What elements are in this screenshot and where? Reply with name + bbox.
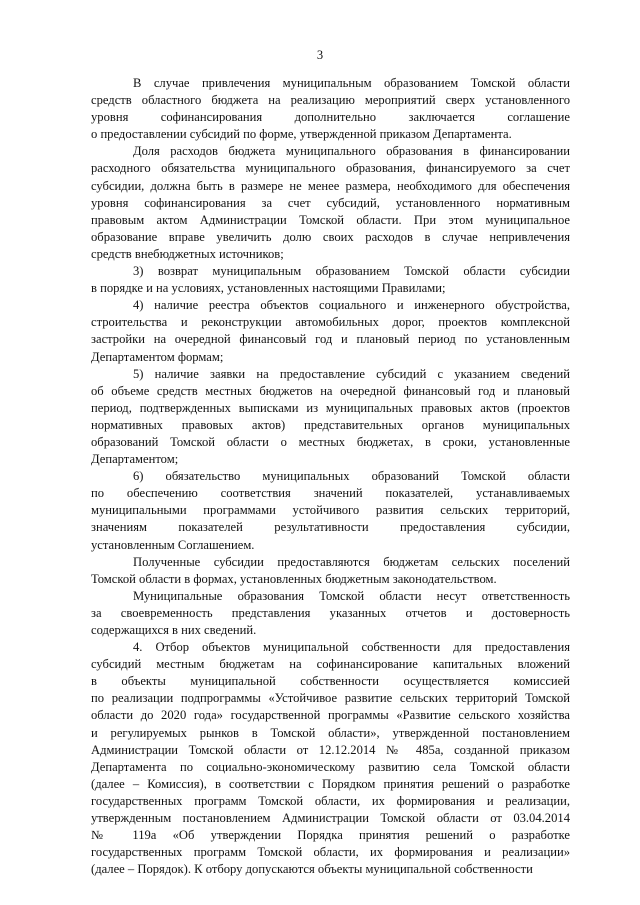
text-line: о предоставлении субсидий по форме, утвержденной приказом Департамента. [91, 127, 512, 142]
text-line: Департаментом; [91, 452, 179, 467]
text-line: застройки на очередной финансовый год и плановый период по установленным [91, 332, 570, 347]
text-line: строительства и реконструкции автомобильных дорог, проектов комплексной [91, 315, 570, 330]
text-line: уровня софинансирования за счет субсидий, установленного нормативным [91, 195, 570, 210]
text-line: образований Томской области о местных бюджетах, в сроки, установленные [91, 434, 570, 449]
text-line: Полученные субсидии предоставляются бюджетам сельских поселений [133, 554, 570, 569]
text-line: 3) возврат муниципальным образованием Томской области субсидии [133, 264, 570, 279]
text-line: Департаментом формам; [91, 349, 224, 364]
paragraph [91, 366, 570, 469]
paragraph [91, 468, 570, 553]
text-line: 4) наличие реестра объектов социального и инженерного обустройства, [133, 298, 570, 313]
text-line: содержащихся в них сведений. [91, 623, 257, 637]
text-line: уровня софинансирования дополнительно заключается соглашение [91, 110, 570, 125]
text-line: за своевременность представления указанных отчетов и достоверность [91, 605, 570, 620]
text-line: средств областного бюджета на реализацию мероприятий сверх установленного [91, 93, 570, 108]
document-body [91, 75, 570, 878]
text-line: Доля расходов бюджета муниципального образования в финансировании [133, 144, 570, 159]
paragraph [91, 75, 570, 143]
text-line: области до 2020 года» государственной программы «Развитие сельского хозяйства [91, 708, 570, 723]
paragraph [91, 297, 570, 365]
paragraph [91, 639, 570, 878]
paragraph [91, 143, 570, 263]
text-line: государственных программ Томской области, их формирования и реализации, [91, 793, 570, 808]
text-line: Администрации Томской области от 12.12.2014 № 485а, созданной приказом [91, 742, 570, 757]
text-line: (далее – Комиссия), в соответствии с Порядком принятия решений о разработке [91, 776, 570, 791]
text-line: установленным Соглашением. [91, 537, 255, 552]
text-line: по обеспечению соответствия значений показателей, устанавливаемых [91, 486, 570, 501]
text-line: средств внебюджетных источников; [91, 246, 284, 261]
paragraph [91, 554, 570, 588]
text-line: В случае привлечения муниципальным образованием Томской области [133, 76, 570, 90]
text-line: государственных программ Томской области, их формирования и реализации» [91, 845, 570, 860]
text-line: образование вправе увеличить долю своих расходов в случае непривлечения [91, 229, 570, 244]
text-line: в порядке и на условиях, установленных настоящими Правилами; [91, 281, 446, 296]
page-number: 3 [316, 48, 324, 62]
text-line: (далее – Порядок). К отбору допускаются объекты муниципальной собственности [91, 862, 533, 877]
text-line: и регулируемых рынков в Томской области», утвержденной постановлением [91, 725, 570, 740]
text-line: по реализации подпрограммы «Устойчивое развитие сельских территорий Томской [91, 691, 570, 706]
text-line: Томской области в формах, установленных бюджетным законодательством. [91, 571, 497, 586]
text-line: об объеме средств местных бюджетов на очередной финансовый год и плановый [91, 383, 570, 398]
text-line: утвержденным постановлением Администрации Томской области от 03.04.2014 [91, 811, 570, 826]
text-line: субсидий местным бюджетам на софинансирование капитальных вложений [91, 657, 570, 672]
text-line: субсидии, должна быть в размере не менее размера, необходимого для обеспечения [91, 178, 570, 193]
text-line: Департамента по социально-экономическому развитию села Томской области [91, 759, 570, 774]
paragraph [91, 263, 570, 297]
text-line: 4. Отбор объектов муниципальной собственности для предоставления [133, 640, 570, 655]
text-line: период, подтвержденных выписками из муниципальных правовых актов (проектов [91, 400, 570, 415]
text-line: муниципальными программами устойчивого развития сельских территорий, [91, 503, 570, 518]
text-line: № 119а «Об утверждении Порядка принятия решений о разработке [91, 828, 570, 843]
text-line: 6) обязательство муниципальных образований Томской области [133, 469, 570, 484]
text-line: в объекты муниципальной собственности осуществляется комиссией [91, 674, 570, 689]
text-line: правовым актом Администрации Томской области. При этом муниципальное [91, 212, 570, 227]
text-line: 5) наличие заявки на предоставление субсидий с указанием сведений [133, 366, 570, 381]
text-line: расходного обязательства муниципального образования, финансируемого за счет [91, 161, 570, 176]
text-line: Муниципальные образования Томской области несут ответственность [133, 588, 570, 603]
text-line: нормативных правовых актов) представительных органов муниципальных [91, 417, 570, 432]
paragraph [91, 588, 570, 639]
text-line: значениям показателей результативности предоставления субсидии, [91, 520, 570, 535]
